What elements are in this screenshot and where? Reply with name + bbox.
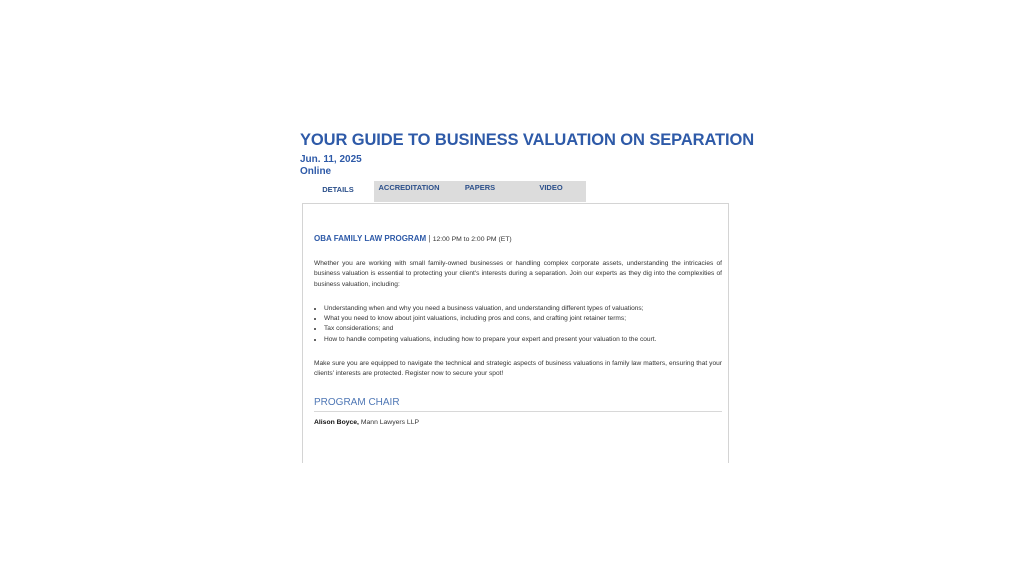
event-container	[300, 130, 755, 427]
intro-paragraph: Whether you are working with small family-owned businesses or handling complex corporate assets, understanding the intricacies of business valuation is essential to protecting your client's interests during a separation. Join our experts as they dig into the complexities of business valuation, including:	[314, 260, 722, 288]
event-title: YOUR GUIDE TO BUSINESS VALUATION ON SEPARATION	[300, 131, 755, 149]
list-item: • How to handle competing valuations, including how to prepare your expert and present your valuation to the court.	[324, 335, 722, 345]
program-separator: |	[428, 234, 431, 243]
program-time: 12:00 PM to 2:00 PM (ET)	[432, 236, 512, 243]
program-chair	[314, 418, 722, 428]
details-panel	[302, 203, 729, 463]
tab-bar	[300, 181, 730, 202]
closing-paragraph: Make sure you are equipped to navigate the technical and strategic aspects of business valuations in family law matters, ensuring that your clients' interests are protected. Register now to secure your spot!	[314, 359, 722, 377]
tab-papers[interactable]: PAPERS	[444, 181, 516, 202]
chair-name: Alison Boyce,	[314, 419, 359, 427]
event-date: Jun. 11, 2025	[300, 154, 362, 165]
list-item: • What you need to know about joint valuations, including pros and cons, and crafting joint retainer terms;	[324, 314, 722, 324]
tab-details[interactable]: DETAILS	[304, 182, 372, 203]
event-location: Online	[300, 166, 332, 177]
topics-list	[314, 304, 722, 345]
list-item: • Understanding when and why you need a business valuation, and understanding different types of valuations;	[324, 304, 722, 314]
list-item: • Tax considerations; and	[324, 324, 722, 334]
chair-organization: Mann Lawyers LLP	[360, 419, 420, 427]
program-heading	[314, 234, 722, 245]
tab-video[interactable]: VIDEO	[516, 181, 586, 202]
program-chair-heading: PROGRAM CHAIR	[314, 396, 722, 412]
program-name: OBA FAMILY LAW PROGRAM	[314, 234, 427, 243]
tab-accreditation[interactable]: ACCREDITATION	[374, 181, 444, 202]
